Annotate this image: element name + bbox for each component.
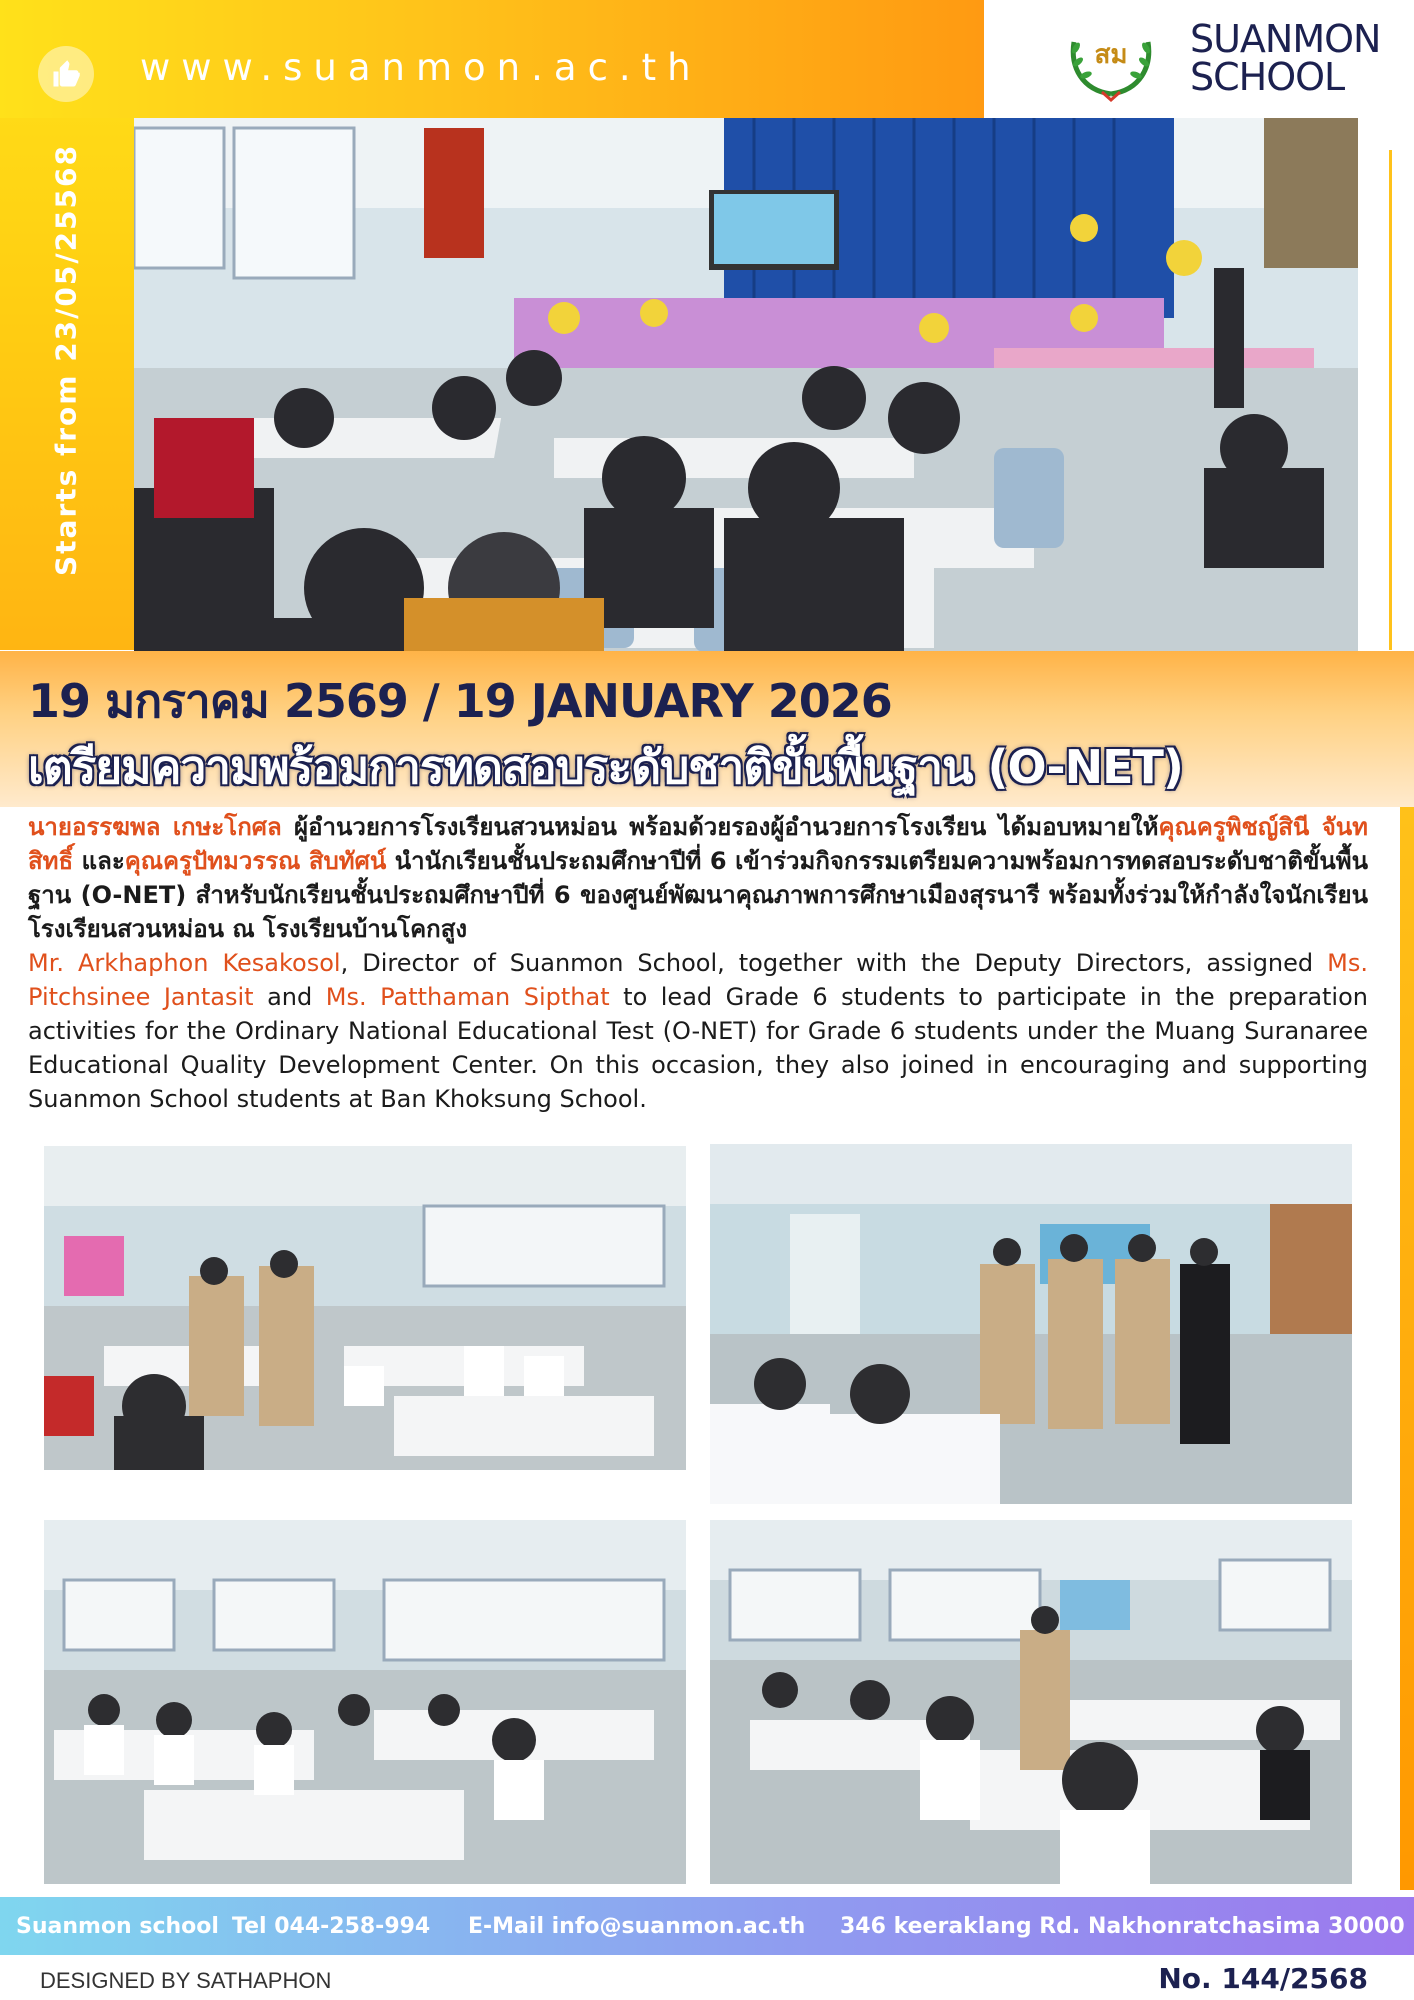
thai-name-teacher-1: คุณครูพิชญ์สินี จันทสิทธิ์ <box>28 813 1368 875</box>
thai-name-director: นายอรรฆพล เกษะโกศล <box>28 813 282 841</box>
en-name-director: Mr. Arkhaphon Kesakosol <box>28 949 341 977</box>
classroom-photo-1 <box>44 1146 686 1470</box>
school-emblem-icon <box>1062 12 1160 102</box>
article-body <box>28 810 1368 1116</box>
website-url[interactable]: www.suanmon.ac.th <box>140 46 702 89</box>
footer-contact-bar <box>0 1897 1414 1955</box>
right-accent-stripe <box>1400 790 1414 1890</box>
thai-paragraph <box>28 810 1368 946</box>
event-date: 19 มกราคม 2569 / 19 JANUARY 2026 <box>28 674 892 728</box>
en-name-teacher-2: Ms. Patthaman Sipthat <box>325 983 610 1011</box>
classroom-photo-3 <box>44 1520 686 1884</box>
right-divider <box>1389 150 1392 650</box>
emblem-text: สม <box>1094 40 1128 70</box>
classroom-photo-2 <box>710 1144 1352 1504</box>
thai-text-2: และ <box>73 847 125 875</box>
classroom-photo-4 <box>710 1520 1352 1884</box>
logo-line-2: SCHOOL <box>1190 55 1345 99</box>
thai-text-3: นำนักเรียนชั้นประถมศึกษาปีที่ 6 เข้าร่วมกิจกรรมเตรียมความพร้อมการทดสอบระดับชาติขั้นพื้นฐาน (O-NET) สำหรับนักเรียนชั้นประถมศึกษาปีที่ 6 ของศูนย์พัฒนาคุณภาพการศึกษาเมืองสุรนารี พร้อมทั้งร่วมให้กำลังใจนักเรียนโรงเรียนสวนหม่อน ณ โรงเรียนบ้านโคกสูง <box>28 847 1368 943</box>
hero-photo <box>134 118 1358 652</box>
thai-text-1: ผู้อำนวยการโรงเรียนสวนหม่อน พร้อมด้วยรองผู้อำนวยการโรงเรียน ได้มอบหมายให้ <box>281 813 1159 841</box>
english-paragraph <box>28 946 1368 1116</box>
en-text-3: to lead Grade 6 students to participate in the preparation activities for the Ordinary National Educational Test (O-NET) for Grade 6 students under the Muang Suranaree Educational Quality Development Center. On this occasion, they also joined in encouraging and supporting Suanmon School students at Ban Khoksung School. <box>28 983 1368 1113</box>
title-band <box>0 651 1414 807</box>
thumbs-up-icon <box>38 46 94 102</box>
footer-phone[interactable]: Tel 044-258-994 <box>232 1913 431 1939</box>
page-title: เตรียมความพร้อมการทดสอบระดับชาติขั้นพื้นฐาน (O-NET) <box>28 740 1183 794</box>
en-name-teacher-1: Ms. Pitchsinee Jantasit <box>28 949 1368 1011</box>
logo-line-1: SUANMON <box>1190 17 1381 61</box>
school-logo-text <box>1190 17 1381 99</box>
thai-name-teacher-2: คุณครูปัทมวรรณ สิบทัศน์ <box>124 847 387 875</box>
footer-email[interactable]: E-Mail info@suanmon.ac.th <box>468 1913 806 1939</box>
designer-credit: DESIGNED BY SATHAPHON <box>40 1968 332 1993</box>
en-text-1: , Director of Suanmon School, together with the Deputy Directors, assigned <box>340 949 1328 977</box>
issue-number: No. 144/2568 <box>1158 1962 1368 1995</box>
footer-school-name: Suanmon school <box>16 1913 219 1939</box>
en-text-2: and <box>253 983 326 1011</box>
footer-address: 346 keeraklang Rd. Nakhonratchasima 30000 <box>840 1913 1405 1939</box>
starts-from-label: Starts from 23/05/25568 <box>49 144 83 576</box>
